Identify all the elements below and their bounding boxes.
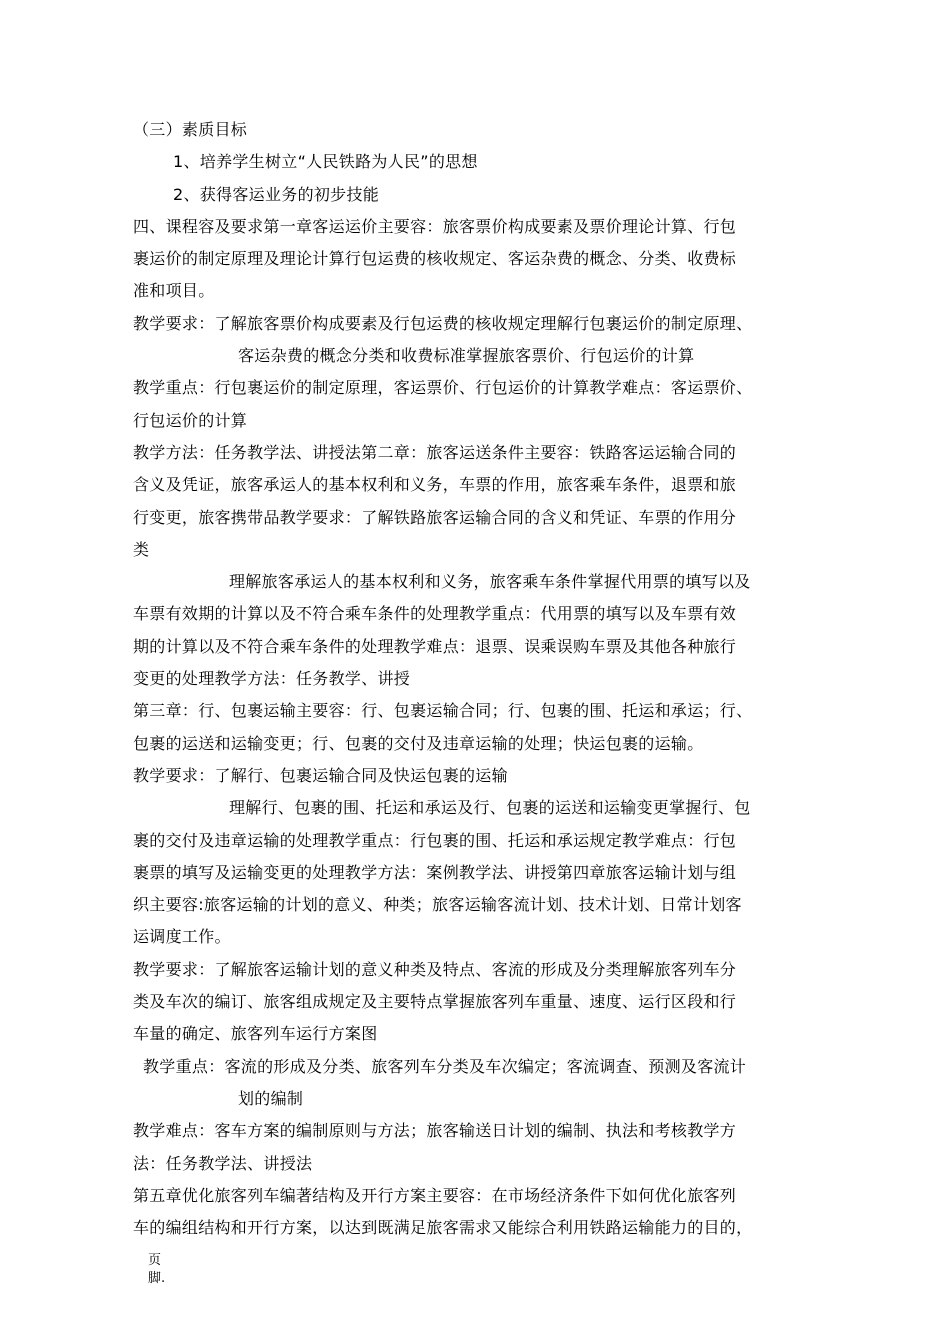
paragraph-line: 教学难点：客车方案的编制原则与方法；旅客输送日计划的编制、执法和考核教学方: [133, 1121, 737, 1141]
paragraph-line: 织主要容:旅客运输的计划的意义、种类；旅客运输客流计划、技术计划、日常计划客: [133, 895, 742, 915]
paragraph-line: 运调度工作。: [133, 927, 231, 947]
paragraph-line: 裹票的填写及运输变更的处理教学方法：案例教学法、讲授第四章旅客运输计划与组: [133, 862, 737, 882]
paragraph-line: 客运杂费的概念分类和收费标准掌握旅客票价、行包运价的计算: [238, 346, 695, 366]
paragraph-line: 车量的确定、旅客列车运行方案图: [133, 1024, 378, 1044]
paragraph-line: 准和项目。: [133, 281, 215, 301]
paragraph-line: 变更的处理教学方法：任务教学、讲授: [133, 669, 411, 689]
paragraph-line: 划的编制: [238, 1088, 304, 1108]
paragraph-line: 理解旅客承运人的基本权利和义务，旅客乘车条件掌握代用票的填写以及: [229, 572, 751, 592]
paragraph-line: 第五章优化旅客列车编著结构及开行方案主要容：在市场经济条件下如何优化旅客列: [133, 1185, 737, 1205]
paragraph-line: 裹运价的制定原理及理论计算行包运费的核收规定、客运杂费的概念、分类、收费标: [133, 249, 737, 269]
paragraph-line: 教学方法：任务教学法、讲授法第二章：旅客运送条件主要容：铁路客运运输合同的: [133, 442, 737, 462]
paragraph-line: 包裹的运送和运输变更；行、包裹的交付及违章运输的处理；快运包裹的运输。: [133, 733, 704, 753]
paragraph-line: 类及车次的编订、旅客组成规定及主要特点掌握旅客列车重量、速度、运行区段和行: [133, 992, 737, 1012]
footer-line: 页: [148, 1253, 162, 1268]
paragraph-line: 行包运价的计算: [133, 410, 248, 430]
list-item: 1、培养学生树立“人民铁路为人民”的思想: [173, 152, 478, 172]
paragraph-line: 教学要求：了解行、包裹运输合同及快运包裹的运输: [133, 765, 508, 785]
page-footer: [148, 1252, 165, 1288]
paragraph-line: 教学要求：了解旅客运输计划的意义种类及特点、客流的形成及分类理解旅客列车分: [133, 959, 737, 979]
footer-line: 脚.: [148, 1271, 166, 1286]
paragraph-line: 法：任务教学法、讲授法: [133, 1153, 313, 1173]
paragraph-line: 车的编组结构和开行方案，以达到既满足旅客需求又能综合利用铁路运输能力的目的，: [133, 1218, 753, 1238]
paragraph-line: 类: [133, 539, 150, 559]
body-text: [133, 114, 813, 1244]
list-item: 2、获得客运业务的初步技能: [173, 184, 380, 204]
paragraph-line: 裹的交付及违章运输的处理教学重点：行包裹的围、托运和承运规定教学难点：行包: [133, 830, 737, 850]
paragraph-line: 行变更，旅客携带品教学要求：了解铁路旅客运输合同的含义和凭证、车票的作用分: [133, 507, 737, 527]
paragraph-line: 第三章：行、包裹运输主要容：行、包裹运输合同；行、包裹的围、托运和承运；行、: [133, 701, 753, 721]
paragraph-line: 期的计算以及不符合乘车条件的处理教学难点：退票、误乘误购车票及其他各种旅行: [133, 636, 737, 656]
section-heading-quality-goals: （三）素质目标: [133, 120, 248, 139]
paragraph-line: 四、课程容及要求第一章客运运价主要容：旅客票价构成要素及票价理论计算、行包: [133, 216, 737, 236]
paragraph-line: 理解行、包裹的围、托运和承运及行、包裹的运送和运输变更掌握行、包: [229, 798, 751, 818]
paragraph-line: 教学重点：客流的形成及分类、旅客列车分类及车次编定；客流调查、预测及客流计: [143, 1056, 747, 1076]
paragraph-line: 教学重点：行包裹运价的制定原理，客运票价、行包运价的计算教学难点：客运票价、: [133, 378, 753, 398]
paragraph-line: 含义及凭证，旅客承运人的基本权利和义务，车票的作用，旅客乘车条件，退票和旅: [133, 475, 737, 495]
paragraph-line: 车票有效期的计算以及不符合乘车条件的处理教学重点：代用票的填写以及车票有效: [133, 604, 737, 624]
paragraph-line: 教学要求：了解旅客票价构成要素及行包运费的核收规定理解行包裹运价的制定原理、: [133, 313, 753, 333]
